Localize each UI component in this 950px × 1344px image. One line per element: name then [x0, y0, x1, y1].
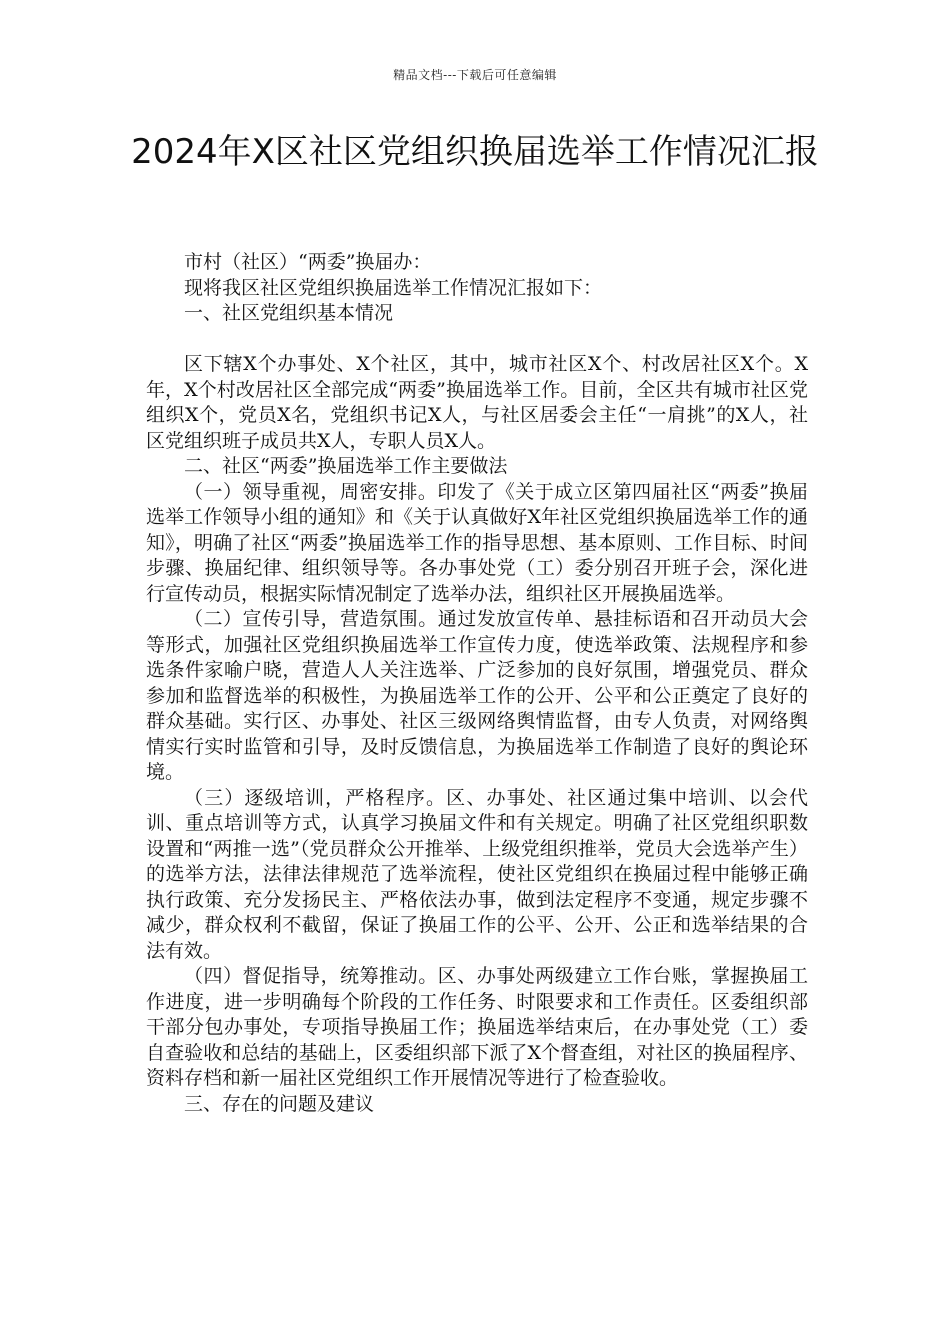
document-title: 2024年X区社区党组织换届选举工作情况汇报 [131, 132, 819, 172]
paragraph-supervision: （四）督促指导，统筹推动。区、办事处两级建立工作台账，掌握换届工作进度，进一步明确每个阶段的工作任务、时限要求和工作责任。区委组织部干部分包办事处，专项指导换届工作；换届选举结束后，在办事处党（工）委自查验收和总结的基础上，区委组织部下派了X个督查组，对社区的换届程序、资料存档和新一届社区党组织工作开展情况等进行了检查验收。 [146, 965, 808, 1089]
section-heading-1: 一、社区党组织基本情况 [184, 302, 394, 324]
paragraph-leadership: （一）领导重视，周密安排。印发了《关于成立区第四届社区“两委”换届选举工作领导小组的通知》和《关于认真做好X年社区党组织换届选举工作的通知》，明确了社区“两委”换届选举工作的指导思想、基本原则、工作目标、时间步骤、换届纪律、组织领导等。各办事处党（工）委分别召开班子会，深化进行宣传动员，根据实际情况制定了选举办法，组织社区开展换届选举。 [146, 480, 808, 605]
paragraph-basic-situation: 区下辖X个办事处、X个社区，其中，城市社区X个、村改居社区X个。X年，X个村改居社区全部完成“两委”换届选举工作。目前，全区共有城市社区党组织X个，党员X名，党组织书记X人，与社区居委会主任“一肩挑”的X人，社区党组织班子成员共X人，专职人员X人。 [146, 353, 808, 452]
addressee-line: 市村（社区）“两委”换届办： [184, 251, 432, 273]
paragraph-publicity: （二）宣传引导，营造氛围。通过发放宣传单、悬挂标语和召开动员大会等形式，加强社区党组织换届选举工作宣传力度，使选举政策、法规程序和参选条件家喻户晓，营造人人关注选举、广泛参加的良好氛围，增强党员、群众参加和监督选举的积极性，为换届选举工作的公开、公平和公正奠定了良好的群众基础。实行区、办事处、社区三级网络舆情监督，由专人负责，对网络舆情实行实时监管和引导，及时反馈信息，为换届选举工作制造了良好的舆论环境。 [146, 608, 808, 783]
section-heading-3: 三、存在的问题及建议 [184, 1092, 375, 1115]
intro-line: 现将我区社区党组织换届选举工作情况汇报如下： [184, 276, 603, 299]
page-header-note: 精品文档---下载后可任意编辑 [393, 68, 557, 82]
paragraph-training: （三）逐级培训，严格程序。区、办事处、社区通过集中培训、以会代训、重点培训等方式，认真学习换届文件和有关规定。明确了社区党组织职数设置和“两推一选”（党员群众公开推举、上级党组织推举，党员大会选举产生）的选举方法，法律法律规范了选举流程，使社区党组织在换届过程中能够正确执行政策、充分发扬民主、严格依法办事，做到法定程序不变通，规定步骤不减少，群众权利不截留，保证了换届工作的公平、公开、公正和选举结果的合法有效。 [146, 786, 808, 962]
document-body [146, 250, 808, 1117]
section-heading-2: 二、社区“两委”换届选举工作主要做法 [184, 455, 508, 477]
